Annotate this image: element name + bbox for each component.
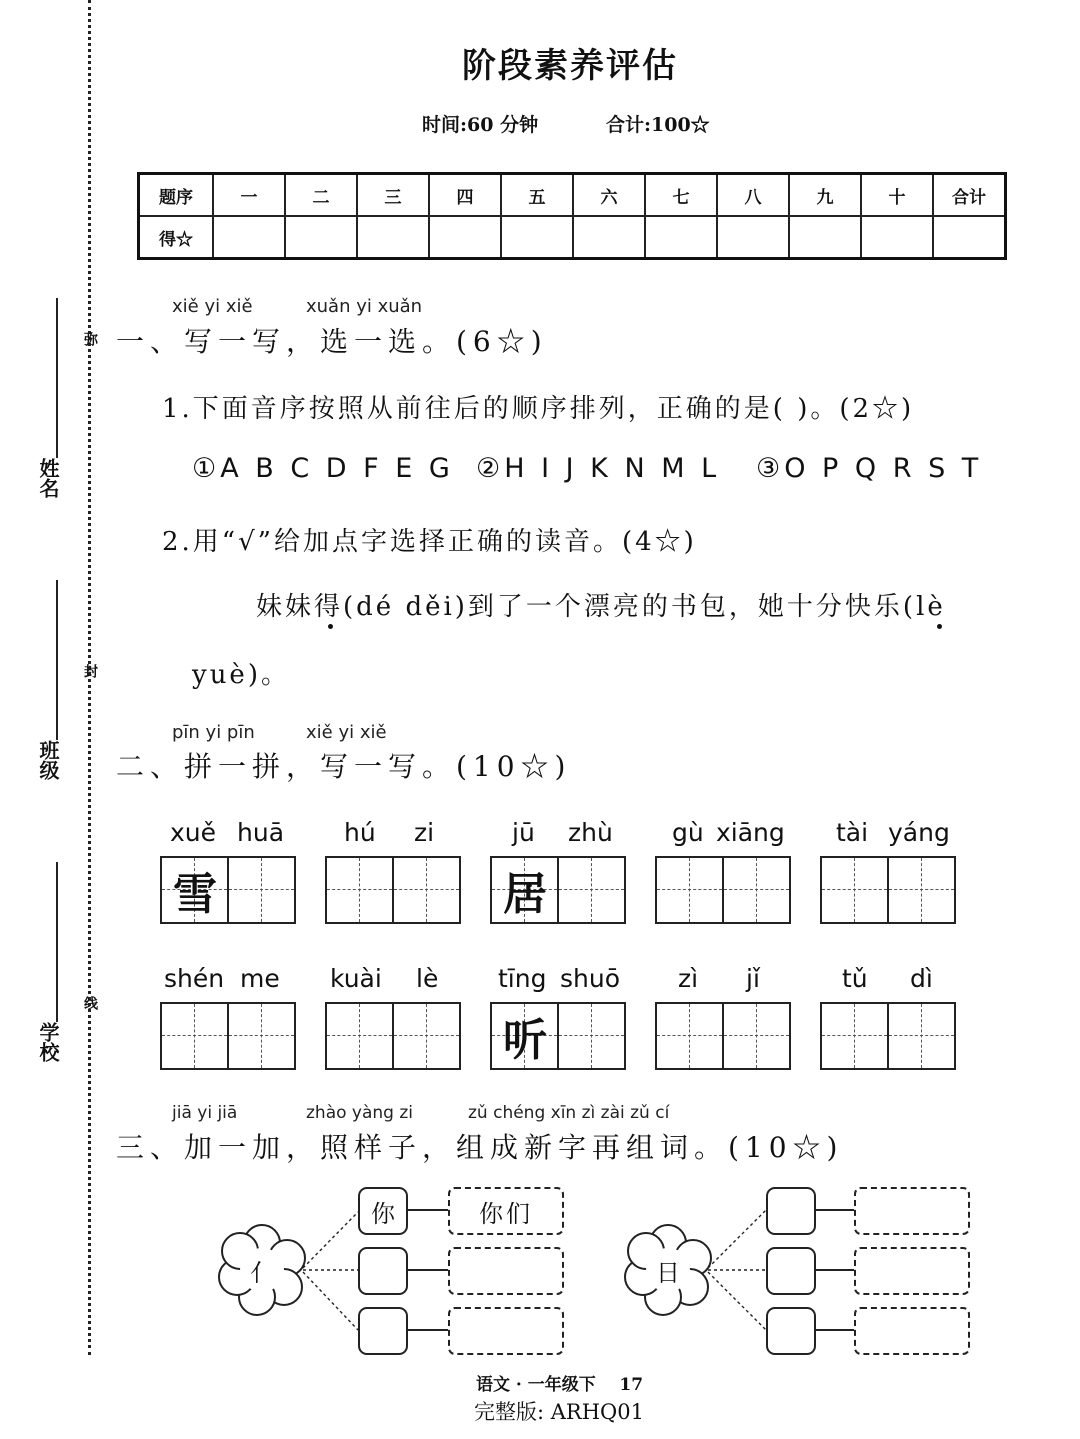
section2-heading: 二、拼一拼，写一写。(10☆) — [116, 750, 572, 783]
pinyin-syllable: gù — [672, 818, 704, 847]
pinyin-syllable: jǐ — [746, 964, 760, 993]
section3-pinyin-3: zǔ chéng xīn zì zài zǔ cí — [468, 1103, 670, 1123]
col-header: 七 — [645, 174, 717, 217]
written-char — [889, 858, 955, 922]
pinyin-syllable: tǔ — [842, 964, 868, 993]
seal-mark-3: 线 — [82, 996, 98, 1010]
char-box[interactable]: 你 — [358, 1187, 408, 1235]
school-label: 学校 — [36, 1022, 60, 1062]
char-box[interactable] — [358, 1307, 408, 1355]
pinyin-syllable: yáng — [888, 818, 950, 847]
pinyin-syllable: kuài — [330, 964, 382, 993]
written-char — [394, 858, 460, 922]
col-header: 六 — [573, 174, 645, 217]
col-header: 九 — [789, 174, 861, 217]
word-box[interactable] — [854, 1187, 970, 1235]
word-box[interactable] — [854, 1247, 970, 1295]
question-2: 2.用“√”给加点字选择正确的读音。(4☆) — [162, 527, 697, 557]
row-label-score: 得☆ — [139, 216, 214, 259]
pinyin-syllable: huā — [237, 818, 285, 847]
written-char — [724, 1004, 790, 1068]
col-header: 五 — [501, 174, 573, 217]
written-char — [559, 1004, 625, 1068]
word-box[interactable]: 你们 — [448, 1187, 564, 1235]
written-char — [327, 1004, 393, 1068]
page-footer: 语文 · 一年级下 17 — [476, 1375, 644, 1395]
word-box[interactable] — [448, 1307, 564, 1355]
written-char — [657, 858, 723, 922]
pinyin-syllable: tài — [836, 818, 869, 847]
option-2[interactable]: ②H I J K N M L — [476, 453, 721, 484]
seal-mark-2: 封 — [82, 664, 98, 678]
reading-sentence: 妹妹得(dé děi)到了一个漂亮的书包，她十分快乐(lè — [256, 592, 946, 622]
col-header: 四 — [429, 174, 501, 217]
written-char — [889, 1004, 955, 1068]
pinyin-syllable: shuō — [560, 964, 621, 993]
pinyin-syllable: xiāng — [716, 818, 785, 847]
time-limit: 时间:60 分钟 — [422, 114, 539, 136]
word-box[interactable] — [448, 1247, 564, 1295]
written-char — [822, 1004, 888, 1068]
right-radical: 日 — [656, 1258, 680, 1287]
section2-pinyin-a: pīn yi pīn — [172, 722, 255, 743]
char-box[interactable] — [766, 1307, 816, 1355]
written-char: 居 — [503, 869, 547, 920]
char-box[interactable] — [766, 1247, 816, 1295]
pinyin-syllable: xuě — [170, 818, 217, 847]
pinyin-syllable: hú — [344, 818, 376, 847]
written-char — [229, 858, 295, 922]
option-3[interactable]: ③O P Q R S T — [756, 453, 983, 484]
col-header: 一 — [213, 174, 285, 217]
pinyin-syllable: zhù — [568, 818, 613, 847]
written-char — [327, 858, 393, 922]
pinyin-syllable: dì — [910, 964, 933, 993]
question-1: 1.下面音序按照从前往后的顺序排列，正确的是( )。(2☆) — [162, 394, 915, 424]
word-box[interactable] — [854, 1307, 970, 1355]
char-box[interactable] — [766, 1187, 816, 1235]
total-score: 合计:100☆ — [606, 114, 710, 136]
char-box[interactable] — [358, 1247, 408, 1295]
pinyin-syllable: zi — [414, 818, 435, 847]
section2-pinyin-b: xiě yi xiě — [306, 722, 387, 743]
section1-pinyin-b: xuǎn yi xuǎn — [306, 296, 423, 317]
col-header: 八 — [717, 174, 789, 217]
section3-pinyin-1: jiā yi jiā — [172, 1103, 238, 1123]
version-label: 完整版: ARHQ01 — [474, 1400, 644, 1424]
written-char — [162, 1004, 228, 1068]
col-header: 二 — [285, 174, 357, 217]
reading-sentence-cont: yuè)。 — [192, 660, 290, 690]
pinyin-syllable: jū — [512, 818, 535, 847]
written-char — [657, 1004, 723, 1068]
row-label-question: 题序 — [139, 174, 214, 217]
section1-pinyin-a: xiě yi xiě — [172, 296, 253, 317]
col-header: 三 — [357, 174, 429, 217]
section3-heading: 三、加一加，照样子，组成新字再组词。(10☆) — [116, 1131, 844, 1164]
pinyin-syllable: me — [240, 964, 280, 993]
written-char: 听 — [503, 1015, 547, 1066]
pinyin-syllable: lè — [416, 964, 439, 993]
class-label: 班级 — [36, 740, 60, 780]
written-char — [822, 858, 888, 922]
name-label: 姓名 — [36, 458, 60, 498]
col-header: 十 — [861, 174, 933, 217]
written-char — [559, 858, 625, 922]
page-title: 阶段素养评估 — [462, 46, 678, 86]
seal-mark-1: 弥 — [82, 332, 98, 346]
left-radical: 亻 — [250, 1258, 274, 1287]
written-char — [724, 858, 790, 922]
pinyin-syllable: shén — [164, 964, 225, 993]
col-header-total: 合计 — [933, 174, 1006, 217]
section1-heading: 一、写一写，选一选。(6☆) — [116, 325, 548, 358]
written-char — [229, 1004, 295, 1068]
written-char — [394, 1004, 460, 1068]
section3-pinyin-2: zhào yàng zi — [306, 1103, 414, 1123]
written-char: 雪 — [173, 869, 217, 920]
pinyin-syllable: tīng — [498, 964, 547, 993]
pinyin-syllable: zì — [678, 964, 699, 993]
option-1[interactable]: ①A B C D F E G — [192, 453, 454, 484]
